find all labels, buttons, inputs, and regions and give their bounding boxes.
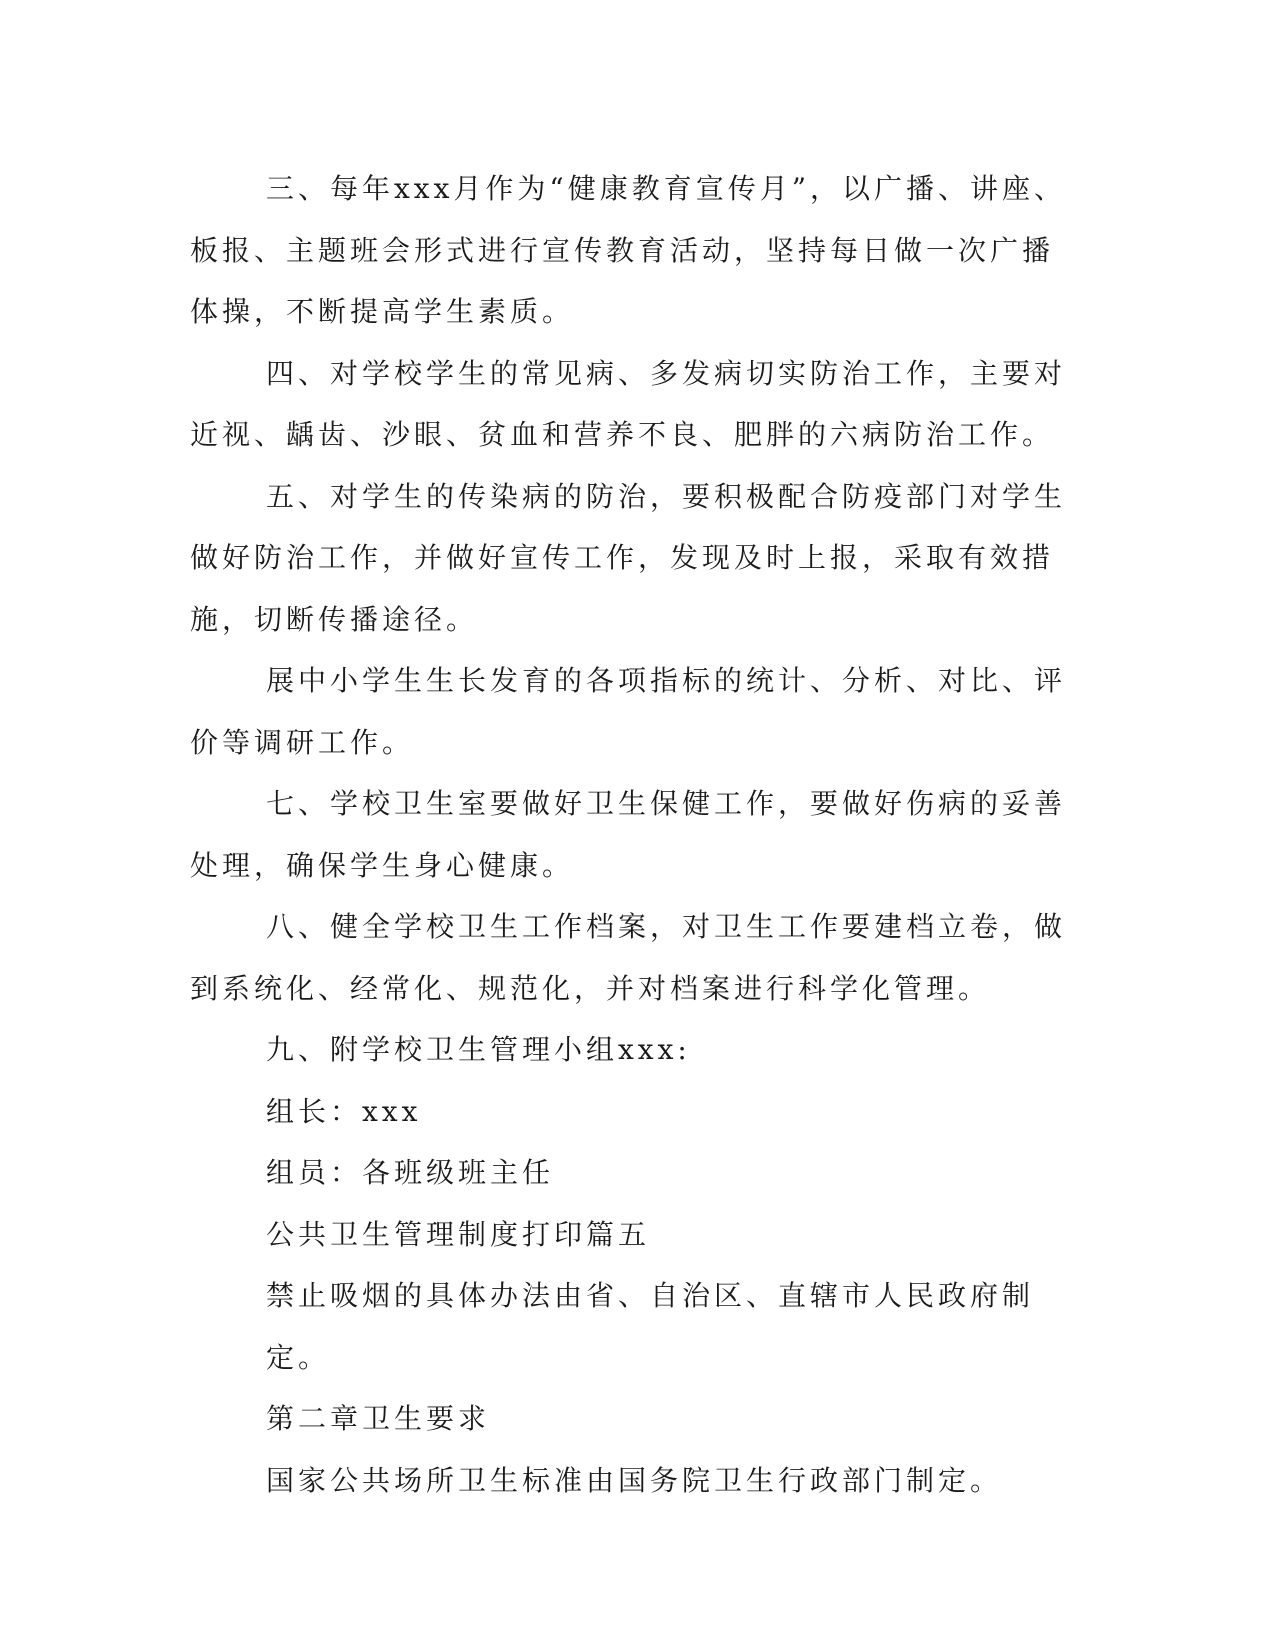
standards-line: 国家公共场所卫生标准由国务院卫生行政部门制定。 <box>266 1463 1003 1497</box>
paragraph-five: 五、对学生的传染病的防治，要积极配合防疫部门对学生做好防治工作，并做好宣传工作，发现及时上报，采取有效措施，切断传播途径。 <box>190 479 1067 636</box>
paragraph-six: 展中小学生生长发育的各项指标的统计、分析、对比、评价等调研工作。 <box>190 664 1067 759</box>
paragraph-three: 三、每年xxx月作为“健康教育宣传月”，以广播、讲座、板报、主题班会形式进行宣传教育活动，坚持每日做一次广播体操，不断提高学生素质。 <box>190 172 1067 328</box>
smoking-ban-line: 禁止吸烟的具体办法由省、自治区、直辖市人民政府制定。 <box>266 1279 1035 1374</box>
section-heading: 公共卫生管理制度打印篇五 <box>266 1217 651 1251</box>
group-members-line: 组员：各班级班主任 <box>266 1156 555 1189</box>
paragraph-four: 四、对学校学生的常见病、多发病切实防治工作，主要对近视、龋齿、沙眼、贫血和营养不良、肥胖的六病防治工作。 <box>190 356 1067 451</box>
group-leader-line: 组长：xxx <box>266 1094 422 1128</box>
paragraph-seven: 七、学校卫生室要做好卫生保健工作，要做好伤病的妥善处理，确保学生身心健康。 <box>190 787 1067 882</box>
paragraph-nine: 九、附学校卫生管理小组xxx: <box>266 1033 691 1066</box>
document-body <box>190 158 1080 1511</box>
paragraph-eight: 八、健全学校卫生工作档案，对卫生工作要建档立卷，做到系统化、经常化、规范化，并对档案进行科学化管理。 <box>190 910 1067 1005</box>
chapter-heading: 第二章卫生要求 <box>266 1402 491 1435</box>
